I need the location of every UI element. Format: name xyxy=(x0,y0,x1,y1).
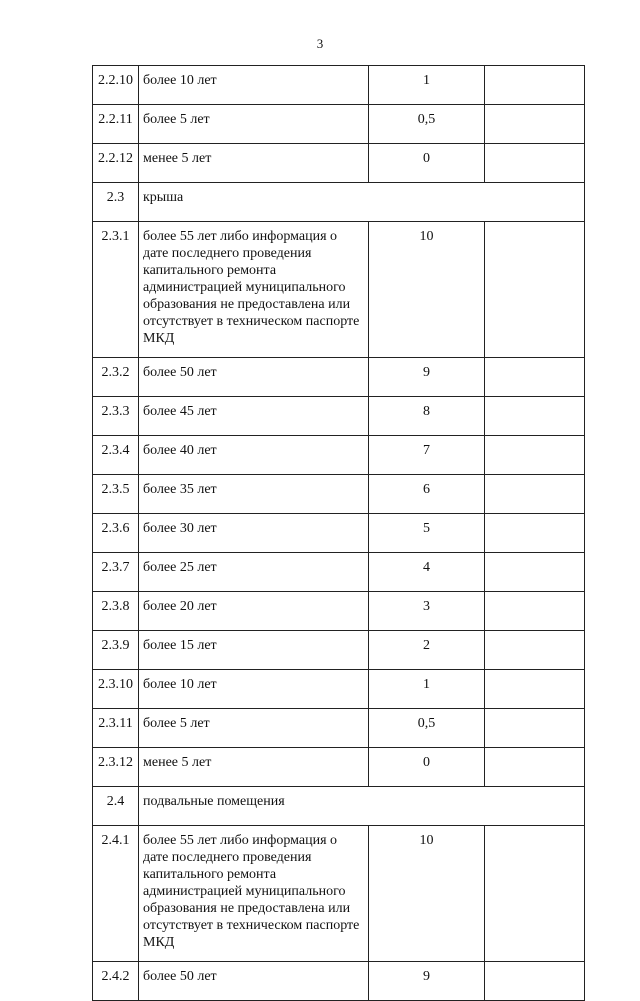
row-number-cell: 2.3.3 xyxy=(93,397,139,436)
description-cell: более 40 лет xyxy=(139,436,369,475)
description-cell: более 5 лет xyxy=(139,105,369,144)
table-row xyxy=(93,358,585,397)
description-cell: менее 5 лет xyxy=(139,748,369,787)
row-number-cell: 2.3.4 xyxy=(93,436,139,475)
row-number-cell: 2.2.10 xyxy=(93,66,139,105)
row-number-cell: 2.4.2 xyxy=(93,962,139,1001)
row-number-cell: 2.3.5 xyxy=(93,475,139,514)
empty-cell xyxy=(485,826,585,962)
table-row xyxy=(93,105,585,144)
score-cell: 3 xyxy=(369,592,485,631)
description-cell: более 50 лет xyxy=(139,962,369,1001)
table-row xyxy=(93,592,585,631)
empty-cell xyxy=(485,105,585,144)
section-row xyxy=(93,787,585,826)
score-cell: 8 xyxy=(369,397,485,436)
table-body xyxy=(93,66,585,1001)
score-cell: 10 xyxy=(369,222,485,358)
empty-cell xyxy=(485,358,585,397)
score-cell: 7 xyxy=(369,436,485,475)
table-row xyxy=(93,631,585,670)
empty-cell xyxy=(485,436,585,475)
section-title-cell: подвальные помещения xyxy=(139,787,585,826)
empty-cell xyxy=(485,709,585,748)
score-cell: 0 xyxy=(369,144,485,183)
empty-cell xyxy=(485,592,585,631)
score-cell: 1 xyxy=(369,670,485,709)
score-cell: 5 xyxy=(369,514,485,553)
description-cell: более 25 лет xyxy=(139,553,369,592)
table-row xyxy=(93,709,585,748)
criteria-table xyxy=(92,65,585,1001)
description-cell: более 55 лет либо информация о дате последнего проведения капитального ремонта администрацией муниципального образования не предоставлена или отсутствует в техническом паспорте МКД xyxy=(139,222,369,358)
table-row xyxy=(93,436,585,475)
table-row xyxy=(93,962,585,1001)
empty-cell xyxy=(485,66,585,105)
score-cell: 1 xyxy=(369,66,485,105)
description-cell: более 50 лет xyxy=(139,358,369,397)
score-cell: 0,5 xyxy=(369,105,485,144)
score-cell: 9 xyxy=(369,962,485,1001)
empty-cell xyxy=(485,514,585,553)
score-cell: 0 xyxy=(369,748,485,787)
row-number-cell: 2.3.6 xyxy=(93,514,139,553)
row-number-cell: 2.3.1 xyxy=(93,222,139,358)
row-number-cell: 2.2.12 xyxy=(93,144,139,183)
section-title-cell: крыша xyxy=(139,183,585,222)
row-number-cell: 2.3.8 xyxy=(93,592,139,631)
section-row xyxy=(93,183,585,222)
empty-cell xyxy=(485,553,585,592)
table-row xyxy=(93,670,585,709)
description-cell: более 45 лет xyxy=(139,397,369,436)
score-cell: 9 xyxy=(369,358,485,397)
row-number-cell: 2.3 xyxy=(93,183,139,222)
table-row xyxy=(93,397,585,436)
score-cell: 0,5 xyxy=(369,709,485,748)
empty-cell xyxy=(485,144,585,183)
score-cell: 10 xyxy=(369,826,485,962)
score-cell: 2 xyxy=(369,631,485,670)
description-cell: более 55 лет либо информация о дате последнего проведения капитального ремонта администрацией муниципального образования не предоставлена или отсутствует в техническом паспорте МКД xyxy=(139,826,369,962)
table-row xyxy=(93,222,585,358)
row-number-cell: 2.4.1 xyxy=(93,826,139,962)
empty-cell xyxy=(485,222,585,358)
page-number: 3 xyxy=(316,36,324,51)
description-cell: более 20 лет xyxy=(139,592,369,631)
description-cell: более 35 лет xyxy=(139,475,369,514)
empty-cell xyxy=(485,475,585,514)
score-cell: 4 xyxy=(369,553,485,592)
row-number-cell: 2.3.11 xyxy=(93,709,139,748)
row-number-cell: 2.2.11 xyxy=(93,105,139,144)
empty-cell xyxy=(485,397,585,436)
table-row xyxy=(93,514,585,553)
description-cell: более 5 лет xyxy=(139,709,369,748)
empty-cell xyxy=(485,631,585,670)
description-cell: более 30 лет xyxy=(139,514,369,553)
row-number-cell: 2.3.9 xyxy=(93,631,139,670)
row-number-cell: 2.4 xyxy=(93,787,139,826)
empty-cell xyxy=(485,962,585,1001)
table-row xyxy=(93,144,585,183)
table-row xyxy=(93,475,585,514)
table-row xyxy=(93,748,585,787)
table-row xyxy=(93,66,585,105)
empty-cell xyxy=(485,670,585,709)
table-row xyxy=(93,553,585,592)
row-number-cell: 2.3.12 xyxy=(93,748,139,787)
score-cell: 6 xyxy=(369,475,485,514)
row-number-cell: 2.3.10 xyxy=(93,670,139,709)
description-cell: менее 5 лет xyxy=(139,144,369,183)
table-row xyxy=(93,826,585,962)
description-cell: более 10 лет xyxy=(139,66,369,105)
row-number-cell: 2.3.7 xyxy=(93,553,139,592)
empty-cell xyxy=(485,748,585,787)
row-number-cell: 2.3.2 xyxy=(93,358,139,397)
description-cell: более 10 лет xyxy=(139,670,369,709)
description-cell: более 15 лет xyxy=(139,631,369,670)
